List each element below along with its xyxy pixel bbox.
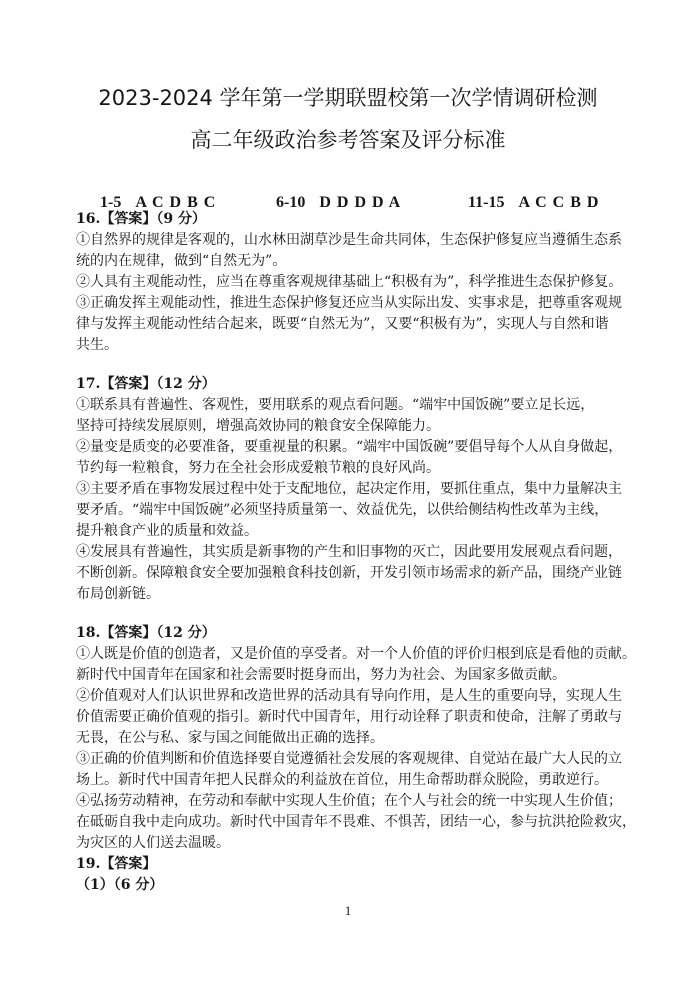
answer-line: ④发展具有普遍性，其实质是新事物的产生和旧事物的灭亡，因此要用发展观点看问题，: [76, 544, 622, 560]
document-title: 2023-2024 学年第一学期联盟校第一次学情调研检测: [98, 86, 598, 110]
answer-line: 统的内在规律，做到“自然无为”。: [76, 253, 287, 269]
answer-line: ③主要矛盾在事物发展过程中处于支配地位，起决定作用，要抓住重点，集中力量解决主: [76, 481, 622, 497]
answer-line: ①联系具有普遍性、客观性，要用联系的观点看问题。“端牢中国饭碗”要立足长远，: [76, 397, 595, 413]
answer-line: 价值需要正确价值观的指引。新时代中国青年，用行动诠释了职责和使命，注解了勇敢与: [76, 709, 622, 725]
question-heading: 17.【答案】（12 分）: [76, 376, 216, 392]
choice-range: 11-15: [468, 194, 505, 211]
choice-range: 1-5: [100, 194, 122, 211]
answer-line: 坚持可持续发展原则，增强高效协同的粮食安全保障能力。: [76, 418, 440, 434]
answer-line: 无畏，在公与私、家与国之间能做出正确的选择。: [76, 730, 384, 746]
answer-line: 新时代中国青年在国家和社会需要时挺身而出，努力为社会、为国家多做贡献。: [76, 667, 566, 683]
answer-line: ②人具有主观能动性，应当在尊重客观规律基础上“积极有为”，科学推进生态保护修复。: [76, 274, 623, 290]
question-19-answer: [76, 854, 636, 896]
answer-line: 律与发挥主观能动性结合起来，既要“自然无为”，又要“积极有为”，实现人与自然和谐: [76, 316, 609, 332]
answer-line: ①人既是价值的创造者，又是价值的享受者。对一个人价值的评价归根到底是看他的贡献。: [76, 646, 636, 662]
multiple-choice-answers: [0, 170, 696, 211]
question-16-answer: [76, 209, 636, 356]
answer-line: 在砥砺自我中走向成功。新时代中国青年不畏难、不惧苦，团结一心，参与抗洪抢险救灾，: [76, 814, 636, 830]
answer-line: 布局创新链。: [76, 586, 160, 602]
answer-line: ④弘扬劳动精神，在劳动和奉献中实现人生价值；在个人与社会的统一中实现人生价值；: [76, 793, 622, 809]
answer-line: 不断创新。保障粮食安全要加强粮食科技创新，开发引领市场需求的新产品，围绕产业链: [76, 565, 622, 581]
subquestion-label: （1）（6 分）: [76, 877, 164, 893]
choice-answer-letters: D D D D A: [319, 194, 402, 211]
answer-line: 节约每一粒粮食，努力在全社会形成爱粮节粮的良好风尚。: [76, 460, 440, 476]
page-number: 1: [344, 903, 352, 918]
choice-answer-letters: A C D B C: [135, 194, 217, 211]
answer-line: ①自然界的规律是客观的，山水林田湖草沙是生命共同体，生态保护修复应当遵循生态系: [76, 232, 622, 248]
answer-content: [76, 209, 636, 896]
answer-line: 为灾区的人们送去温暖。: [76, 835, 230, 851]
document-subtitle: 高二年级政治参考答案及评分标准: [190, 128, 506, 152]
answer-line: ③正确的价值判断和价值选择要自觉遵循社会发展的客观规律、自觉站在最广大人民的立: [76, 751, 622, 767]
question-18-answer: [76, 623, 636, 854]
question-heading: 16.【答案】（9 分）: [76, 211, 206, 227]
answer-line: 共生。: [76, 337, 118, 353]
question-heading: 19.【答案】: [76, 856, 157, 872]
choice-range: 6-10: [276, 194, 306, 211]
answer-line: ②量变是质变的必要准备，要重视量的积累。“端牢中国饭碗”要倡导每个人从自身做起，: [76, 439, 623, 455]
answer-line: 提升粮食产业的质量和效益。: [76, 523, 258, 539]
question-17-answer: [76, 374, 636, 605]
answer-line: 场上。新时代中国青年把人民群众的利益放在首位，用生命帮助群众脱险，勇敢逆行。: [76, 772, 608, 788]
answer-line: 要矛盾。“端牢中国饭碗”必须坚持质量第一、效益优先，以供给侧结构性改革为主线，: [76, 502, 609, 518]
question-heading: 18.【答案】（12 分）: [76, 625, 216, 641]
answer-line: ③正确发挥主观能动性，推进生态保护修复还应当从实际出发、实事求是，把尊重客观规: [76, 295, 622, 311]
choice-answer-letters: A C C B D: [518, 194, 600, 211]
answer-line: ②价值观对人们认识世界和改造世界的活动具有导向作用，是人生的重要向导，实现人生: [76, 688, 622, 704]
